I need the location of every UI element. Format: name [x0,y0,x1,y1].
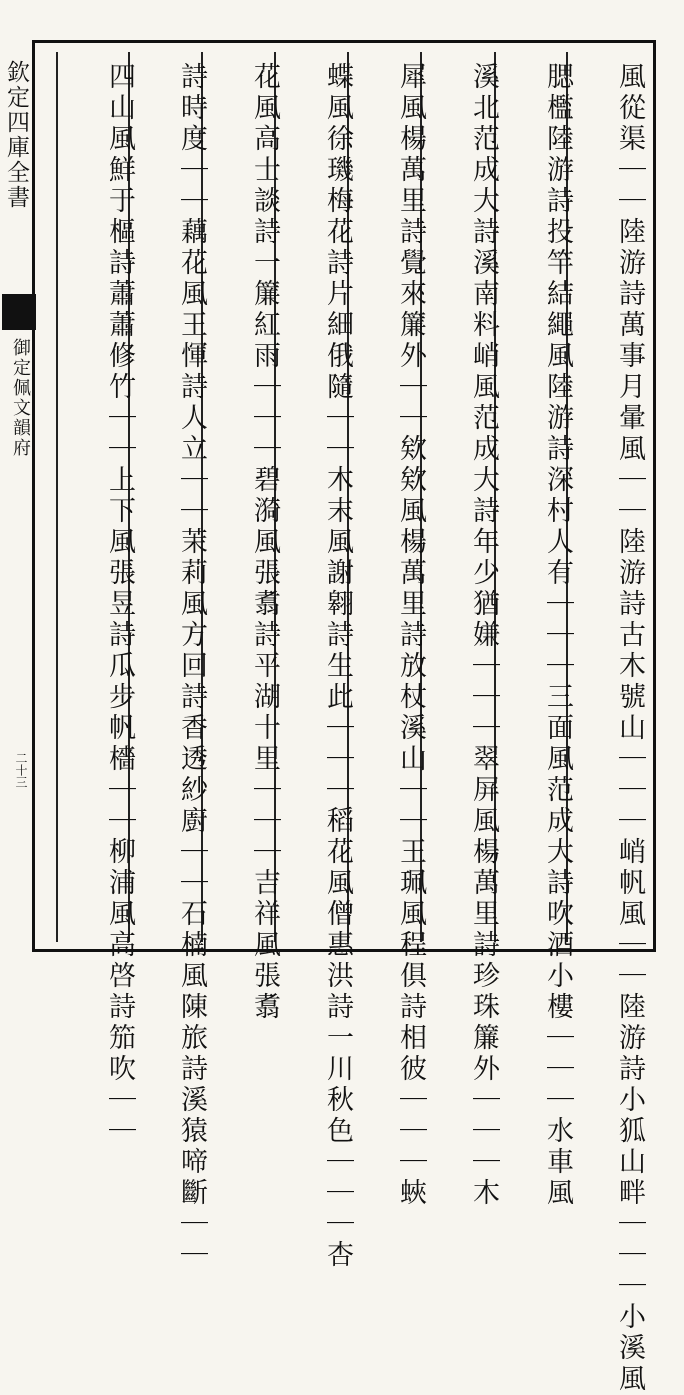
text-column-2: 腮檻陸游詩投竿結繩風陸游詩深村人有｜｜｜三面風范成大詩吹酒小樓｜｜｜水車風 [542,62,573,1209]
text-column-1: 風從渠｜｜陸游詩萬事月暈風｜｜陸游詩古木號山｜｜｜峭帆風｜｜陸游詩小狐山畔｜｜｜小溪風 [614,62,645,1395]
section-title: 御定佩文韻府 [10,338,31,458]
margin-fish-tail [2,294,36,330]
page-number: 二十三 [14,752,28,788]
book-title: 欽定四庫全書 [3,60,29,210]
text-column-4: 犀風楊萬里詩覺來簾外｜｜欸欸風楊萬里詩放杖溪山｜｜王珮風程俱詩相彼｜｜｜蛺 [395,62,426,1209]
text-column-8: 四山風鮮于樞詩蕭蕭修竹｜｜上下風張昱詩瓜步帆檣｜｜柳浦風高啓詩笳吹｜｜ [104,62,135,1147]
text-column-3: 溪北范成大詩溪南料峭風范成大詩年少猶嫌｜｜｜翠屏風楊萬里詩珍珠簾外｜｜｜木 [468,62,499,1209]
text-column-5: 蝶風徐璣梅花詩片細俄隨｜｜木末風謝翱詩生此｜｜｜稻花風僧惠洪詩一川秋色｜｜｜杏 [322,62,353,1271]
text-column-7: 詩時度｜｜藕花風王惲詩人立｜｜茉莉風方回詩香透紗廚｜｜石楠風陳旅詩溪猿啼斷｜｜ [176,62,207,1271]
column-rule [56,52,58,942]
text-column-6: 花風高士談詩一簾紅雨｜｜｜碧漪風張翥詩平湖十里｜｜｜吉祥風張翥 [249,62,280,1023]
